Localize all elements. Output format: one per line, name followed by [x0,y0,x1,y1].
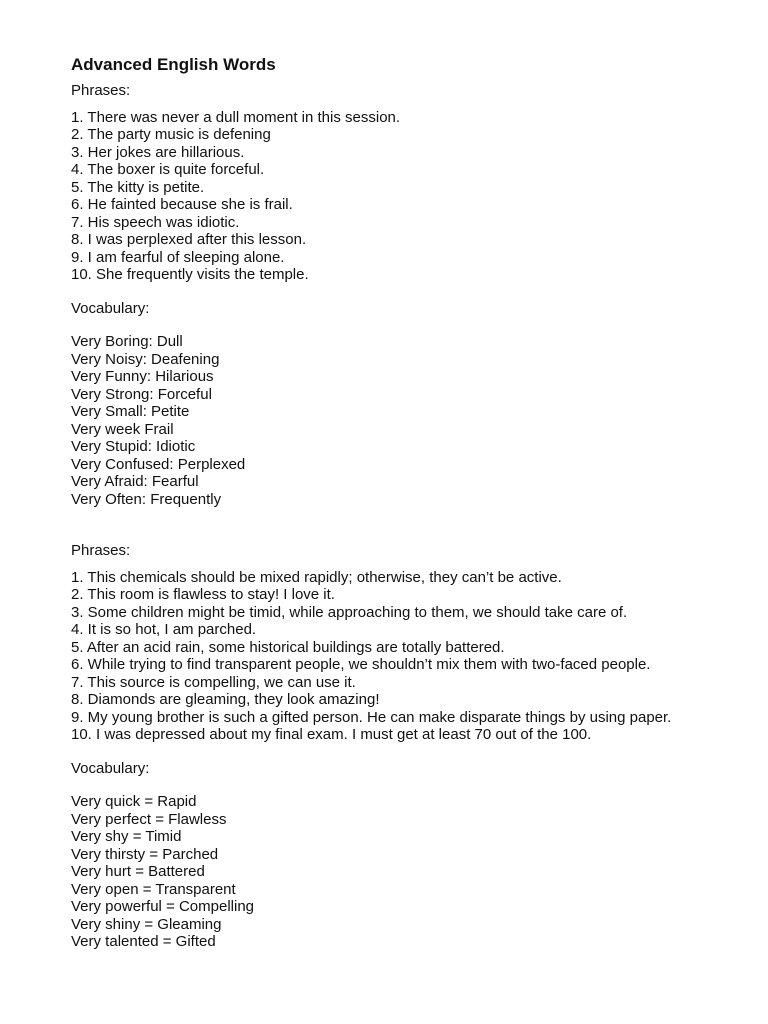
section1-phrases-list [71,109,751,284]
vocabulary-item: Very Funny: Hilarious [71,368,214,385]
phrase-item: 8. I was perplexed after this lesson. [71,231,307,248]
phrase-item: 3. Her jokes are hillarious. [71,143,245,161]
phrase-item: 8. Diamonds are gleaming, they look amazing! [71,691,380,708]
section2-phrases-heading: Phrases: [71,542,131,559]
vocabulary-item: Very perfect = Flawless [71,810,227,828]
vocabulary-item: Very shiny = Gleaming [71,915,222,933]
phrase-item: 2. The party music is defening [71,126,271,143]
vocabulary-item: Very quick = Rapid [71,793,197,810]
section1-phrases-heading: Phrases: [71,82,131,99]
vocabulary-item: Very Afraid: Fearful [71,473,199,490]
spacer [71,317,751,333]
section2-vocabulary-list [71,793,751,951]
vocabulary-item: Very week Frail [71,420,174,438]
section2-vocabulary-heading: Vocabulary: [71,759,150,777]
phrase-item: 2. This room is flawless to stay! I love it. [71,586,335,603]
vocabulary-item: Very Often: Frequently [71,490,222,508]
spacer [71,777,751,793]
phrase-item: 4. The boxer is quite forceful. [71,161,265,178]
phrase-item: 9. My young brother is such a gifted person. He can make disparate things by using paper. [71,708,672,726]
vocabulary-item: Very Noisy: Deafening [71,350,220,368]
section1-vocabulary-list [71,333,751,508]
vocabulary-item: Very Strong: Forceful [71,385,212,403]
section1-vocabulary-heading: Vocabulary: [71,299,150,317]
spacer [71,100,751,109]
phrase-item: 4. It is so hot, I am parched. [71,621,257,638]
phrase-item: 6. While trying to find transparent people, we shouldn’t mix them with two-faced people. [71,656,651,673]
vocabulary-item: Very shy = Timid [71,828,182,845]
section2-phrases-list [71,569,751,744]
phrase-item: 3. Some children might be timid, while approaching to them, we should take care of. [71,603,628,621]
vocabulary-item: Very Confused: Perplexed [71,455,246,473]
phrase-item: 6. He fainted because she is frail. [71,196,293,213]
phrase-item: 7. This source is compelling, we can use it. [71,673,356,691]
spacer [71,560,751,569]
phrase-item: 1. There was never a dull moment in this session. [71,108,401,126]
spacer [71,508,751,542]
vocabulary-item: Very Boring: Dull [71,333,183,350]
vocabulary-item: Very Small: Petite [71,403,190,420]
document-title: Advanced English Words [71,55,276,74]
vocabulary-item: Very powerful = Compelling [71,898,255,915]
phrase-item: 5. After an acid rain, some historical buildings are totally battered. [71,638,505,656]
vocabulary-item: Very talented = Gifted [71,933,216,950]
vocabulary-item: Very Stupid: Idiotic [71,438,196,455]
vocabulary-item: Very thirsty = Parched [71,845,219,863]
phrase-item: 10. She frequently visits the temple. [71,266,309,283]
spacer [71,284,751,300]
phrase-item: 9. I am fearful of sleeping alone. [71,248,285,266]
phrase-item: 7. His speech was idiotic. [71,213,240,231]
vocabulary-item: Very open = Transparent [71,880,236,898]
phrase-item: 10. I was depressed about my final exam. I must get at least 70 out of the 100. [71,726,592,743]
vocabulary-item: Very hurt = Battered [71,863,205,880]
document-page [71,54,751,951]
phrase-item: 1. This chemicals should be mixed rapidly; otherwise, they can’t be active. [71,568,562,586]
phrase-item: 5. The kitty is petite. [71,178,205,196]
spacer [71,744,751,760]
